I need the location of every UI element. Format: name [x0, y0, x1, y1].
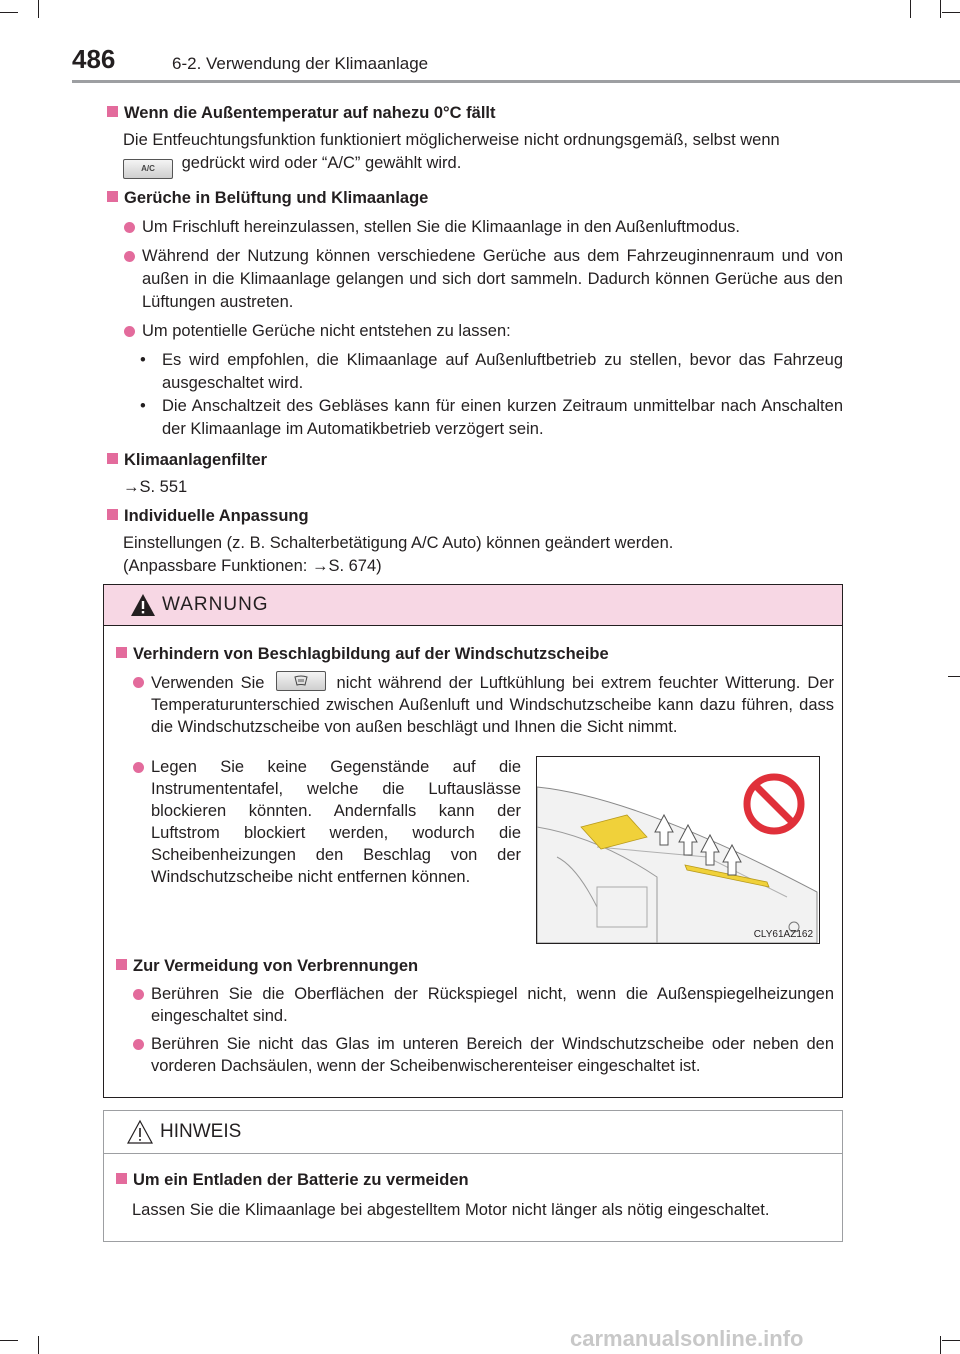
square-bullet-icon: [116, 647, 127, 658]
heading-customization: Individuelle Anpassung: [107, 505, 843, 528]
section-title: 6-2. Verwendung der Klimaanlage: [172, 54, 429, 73]
dot-bullet-icon: [124, 326, 135, 337]
square-bullet-icon: [116, 959, 127, 970]
crop-mark: [940, 1336, 941, 1354]
heading-battery: Um ein Entladen der Batterie zu vermeiden: [116, 1169, 834, 1191]
crop-mark: [948, 676, 960, 677]
warning-box: [103, 584, 843, 1098]
crop-mark: [942, 12, 960, 13]
dot-bullet-icon: [124, 251, 135, 262]
dot-bullet-icon: [124, 222, 135, 233]
sub-list-item: • Die Anschaltzeit des Gebläses kann für einen kurzen Zeitraum unmittelbar nach Anschalten der Klimaanlage im Automatikbetrieb verzögert sein.: [140, 397, 843, 438]
square-bullet-icon: [116, 1173, 127, 1184]
list-item: Während der Nutzung können verschiedene Gerüche aus dem Fahrzeuginnenraum und von außen in die Klimaanlage gelangen und sich dort sammeln. Dadurch können Gerüche aus den Lüftungen austreten.: [107, 245, 843, 314]
crop-mark: [942, 1340, 960, 1341]
heading-burns: Zur Vermeidung von Verbrennungen: [116, 955, 834, 977]
filter-page-reference[interactable]: →S. 551: [123, 478, 188, 496]
page-header: [72, 44, 960, 82]
square-bullet-icon: [107, 106, 118, 117]
list-item: Berühren Sie nicht das Glas im unteren Bereich der Windschutzscheibe oder neben den vorderen Dachsäulen, wenn der Scheibenwischerenteiser eingeschaltet ist.: [116, 1033, 834, 1077]
paragraph-outside-temp: Die Entfeuchtungsfunktion funktioniert möglicherweise nicht ordnungsgemäß, selbst wenn A/C gedrückt wird oder “A/C” gewählt wird.: [107, 129, 843, 179]
dot-bullet-icon: [133, 1039, 144, 1050]
crop-mark: [0, 1340, 18, 1341]
crop-mark: [940, 0, 941, 18]
customization-page-reference[interactable]: (Anpassbare Funktionen: →S. 674): [123, 557, 382, 575]
note-box: [103, 1110, 843, 1242]
note-title: HINWEIS: [160, 1121, 242, 1142]
heading-outside-temp: Wenn die Außentemperatur auf nahezu 0°C fällt: [107, 102, 843, 125]
note-text: Lassen Sie die Klimaanlage bei abgestelltem Motor nicht länger als nötig eingeschaltet.: [132, 1201, 770, 1219]
list-item: Um potentielle Gerüche nicht entstehen zu lassen:: [107, 320, 843, 343]
warning-body-lower: [116, 955, 834, 1077]
figure-code: CLY61AZ162: [753, 929, 813, 940]
list-item: Berühren Sie die Oberflächen der Rückspiegel nicht, wenn die Außenspiegelheizungen eingeschaltet sind.: [116, 983, 834, 1027]
watermark: carmanualsonline.info: [570, 1326, 804, 1351]
dot-bullet-icon: [133, 762, 144, 773]
main-content: [107, 96, 843, 578]
crop-mark: [38, 0, 39, 18]
page-number: 486: [72, 44, 116, 74]
heading-odors: Gerüche in Belüftung und Klimaanlage: [107, 187, 843, 210]
header-rule: [72, 80, 960, 83]
square-bullet-icon: [107, 509, 118, 520]
sub-list-item: • Es wird empfohlen, die Klimaanlage auf Außenluftbetrieb zu stellen, bevor das Fahrzeug ausgeschaltet wird.: [140, 351, 843, 392]
caution-triangle-icon: [126, 1119, 154, 1145]
heading-filter: Klimaanlagenfilter: [107, 449, 843, 472]
windshield-defogger-button-icon: [276, 671, 326, 691]
dot-bullet-icon: [133, 677, 144, 688]
crop-mark: [0, 12, 18, 13]
note-header: [104, 1111, 842, 1154]
note-body: [116, 1169, 834, 1221]
list-item: Um Frischluft hereinzulassen, stellen Sie die Klimaanlage in den Außenluftmodus.: [107, 216, 843, 239]
heading-fogging: Verhindern von Beschlagbildung auf der Windschutzscheibe: [116, 643, 834, 665]
ac-button-icon: A/C: [123, 159, 173, 179]
list-item: Verwenden Sie nicht während der Luftkühlung bei extrem feuchter Witterung. Der Temperaturunterschied zwischen Außenluft und Windschutzscheibe kann dazu führen, dass die Windschutzscheibe von außen beschlägt und Ihnen die Sicht nimmt.: [116, 671, 834, 738]
list-item: Legen Sie keine Gegenstände auf die Instrumententafel, welche die Luftauslässe blockieren könnten. Andernfalls kann der Luftstrom blockiert werden, wodurch die Scheibenheizungen den Beschlag von der Windschutzscheibe nicht entfernen können.: [116, 756, 521, 888]
paragraph-customization: Einstellungen (z. B. Schalterbetätigung A/C Auto) können geändert werden. (Anpassbare Funktionen: →S. 674): [123, 534, 674, 575]
warning-triangle-icon: [130, 593, 156, 617]
square-bullet-icon: [107, 191, 118, 202]
dot-bullet-icon: [133, 989, 144, 1000]
crop-mark: [910, 0, 911, 18]
square-bullet-icon: [107, 453, 118, 464]
crop-mark: [38, 1336, 39, 1354]
dashboard-illustration: [536, 756, 820, 944]
warning-title: WARNUNG: [162, 594, 269, 615]
dashboard-vents-image: [537, 757, 819, 943]
warning-header: [104, 585, 842, 626]
